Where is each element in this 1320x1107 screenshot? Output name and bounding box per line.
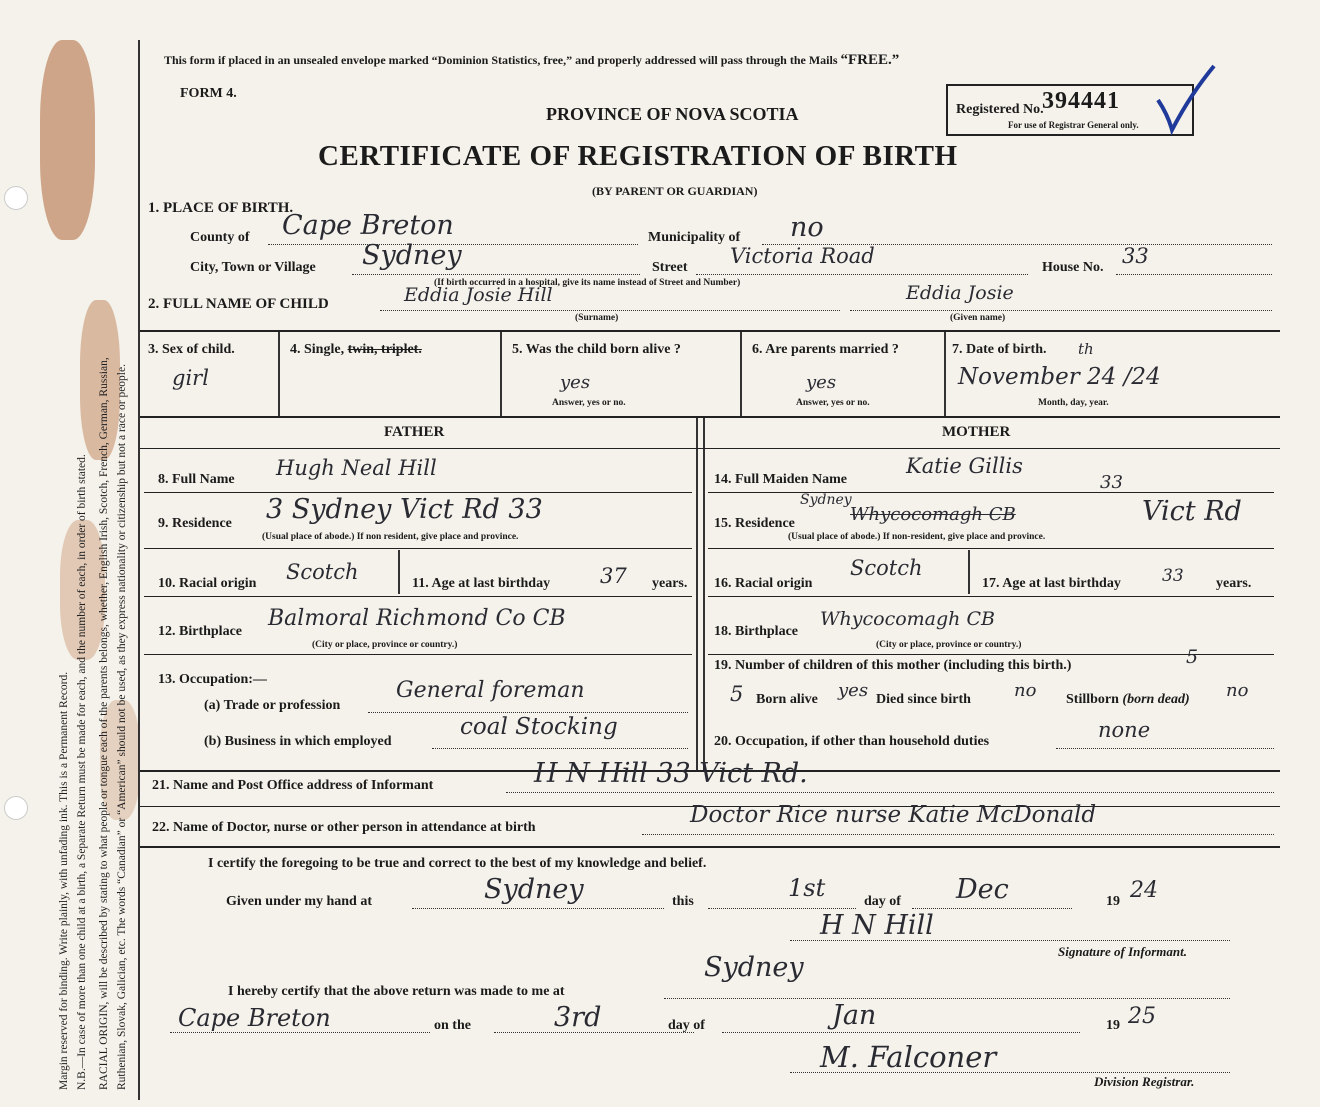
form-number: FORM 4. [180,86,237,101]
mother-occupation-line [1056,748,1274,749]
row3-divider [740,332,742,416]
certify-day: 1st [788,874,826,902]
mother-heading: MOTHER [942,424,1011,440]
children-label: 19. Number of children of this mother (including this birth.) [714,658,1072,673]
father-age-label: 11. Age at last birthday [412,576,551,591]
row3-divider [500,332,502,416]
registrar-place: Sydney [704,952,804,983]
father-heading: FATHER [384,424,445,440]
died-label: Died since birth [876,692,971,707]
mother-name: Katie Gillis [906,454,1023,478]
born-alive-caption: Answer, yes or no. [552,398,626,408]
father-name: Hugh Neal Hill [276,456,437,480]
county-label: County of [190,230,250,245]
row3-divider [944,332,946,416]
month-line [912,908,1072,909]
father-birthplace: Balmoral Richmond Co CB [268,606,566,631]
mother-residence-above: Sydney [800,492,852,508]
children-margin-value: 5 [730,682,744,706]
municipality-label: Municipality of [648,230,741,245]
father-business: coal Stocking [460,714,618,740]
mother-name-rule [708,492,1274,493]
doctor-label: 22. Name of Doctor, nurse or other person in attendance at birth [152,820,536,835]
place-of-birth-label: 1. PLACE OF BIRTH. [148,200,294,216]
registrar-year-prefix: 19 [1106,1018,1120,1033]
on-the-label: on the [434,1018,471,1033]
given-place-line [412,908,664,909]
surname-line [380,310,840,311]
certificate-subtitle: (BY PARENT OR GUARDIAN) [592,184,758,198]
header-rule [140,448,1280,449]
dob-value: November 24 /24 [958,364,1161,390]
day-line [708,908,856,909]
father-residence-label: 9. Residence [158,516,232,531]
stain [40,40,95,240]
margin-note-2: N.B.—In case of more than one child at a birth, a Separate Return must be made for each, and the number of each, in order of birth stated. [76,454,88,1090]
dob-label: 7. Date of birth. [952,342,1047,357]
informant-value: H N Hill 33 Vict Rd. [534,758,808,789]
trade-line [368,712,688,713]
registered-number: 394441 [1042,88,1120,114]
father-birthplace-caption: (City or place, province or country.) [312,640,458,650]
mother-age: 33 [1162,566,1184,586]
mother-age-label: 17. Age at last birthday [982,576,1121,591]
stillborn-label: Stillborn (born dead) [1066,692,1190,707]
child-given-name: Eddia Josie [906,282,1014,304]
parents-married-label: 6. Are parents married ? [752,342,899,357]
margin-note-3: RACIAL ORIGIN, will be described by stating to what people or tongue each of the parents belongs, whether, English Irish, Scotch, French, German, Russian, [98,357,110,1090]
dob-caption: Month, day, year. [1038,398,1109,408]
mother-age-divider [968,550,970,594]
father-mother-divider [696,418,698,770]
father-trade: General foreman [396,678,585,703]
father-race: Scotch [286,560,359,584]
born-alive-label: 5. Was the child born alive ? [512,342,681,357]
registrar-day: 3rd [554,1002,602,1033]
stillborn-value: no [1226,680,1249,701]
year-prefix: 19 [1106,894,1120,909]
sex-value: girl [172,366,209,390]
mother-residence: Vict Rd [1142,496,1242,527]
born-alive-count: yes [838,680,869,701]
given-caption: (Given name) [950,313,1006,323]
died-value: no [1014,680,1037,701]
mother-birthplace-caption: (City or place, province or country.) [876,640,1022,650]
certify-month: Dec [956,874,1009,905]
house-line [1116,274,1272,275]
dob-superscript: th [1078,340,1094,358]
given-line [850,310,1272,311]
father-trade-label: (a) Trade or profession [204,698,341,713]
father-residence-caption: (Usual place of abode.) If non resident, give place and province. [262,532,519,542]
registrar-note: For use of Registrar General only. [1008,120,1139,130]
single-label: 4. Single, twin, triplet. [290,342,422,357]
given-under-label: Given under my hand at [226,894,372,909]
registrar-county-line [170,1032,430,1033]
children-value: 5 [1186,646,1199,668]
section-rule [140,846,1280,848]
mother-birthplace-label: 18. Birthplace [714,624,798,639]
hospital-note: (If birth occurred in a hospital, give its name instead of Street and Number) [434,278,741,288]
registrar-place-line [664,998,1230,999]
mother-age-unit: years. [1216,576,1252,591]
mother-occupation: none [1098,718,1151,742]
registrar-caption: Division Registrar. [1094,1074,1195,1089]
this-label: this [672,894,694,909]
mother-residence-struck: Whycocomagh CB [850,504,1016,525]
certificate-title: CERTIFICATE OF REGISTRATION OF BIRTH [318,140,958,172]
margin-note-1: Margin reserved for binding. Write plainly, with unfading ink. This is a Permanent Record. [58,671,70,1090]
row3-bottom-rule [140,416,1280,418]
registrar-month: Jan [832,1000,877,1031]
registrar-year: 25 [1128,1004,1156,1029]
margin-border [138,40,140,1100]
registrar-day-of: day of [668,1018,705,1033]
registrar-signature-line [790,1072,1230,1073]
row3-top-rule [140,330,1280,332]
business-line [432,748,688,749]
doctor-value: Doctor Rice nurse Katie McDonald [690,802,1097,828]
mother-residence-caption: (Usual place of abode.) If non-resident, give place and province. [788,532,1046,542]
signature-line [790,940,1230,941]
margin-note-4: Ruthenian, Slovak, Galician, etc. The words “Canadian” or “American” should not be used, as they express nationality or citizenship but not a race or people. [116,364,128,1090]
row3-divider [278,332,280,416]
municipality-value: no [790,212,824,243]
given-place: Sydney [484,874,584,905]
informant-signature: H N Hill [820,910,934,941]
mother-residence-number: 33 [1100,472,1123,493]
city-value: Sydney [362,240,462,271]
mother-race-rule [708,596,1274,597]
city-line [352,274,640,275]
father-age-divider [398,550,400,594]
father-age-unit: years. [652,576,688,591]
street-label: Street [652,260,688,275]
binder-hole [4,186,28,210]
city-label: City, Town or Village [190,260,316,275]
parents-married-caption: Answer, yes or no. [796,398,870,408]
father-business-label: (b) Business in which employed [204,734,392,749]
father-residence-rule [144,548,692,549]
doctor-line [642,834,1274,835]
father-age: 37 [600,564,627,588]
street-line [696,274,1028,275]
registered-label: Registered No. [956,102,1044,117]
child-name-label: 2. FULL NAME OF CHILD [148,296,329,312]
house-label: House No. [1042,260,1104,275]
check-mark-icon [1150,60,1220,140]
mother-birthplace: Whycocomagh CB [820,608,995,630]
house-value: 33 [1122,244,1149,268]
certify-text: I certify the foregoing to be true and correct to the best of my knowledge and belief. [208,856,707,871]
father-mother-divider [703,418,705,770]
signature-caption: Signature of Informant. [1058,944,1187,959]
father-race-label: 10. Racial origin [158,576,257,591]
father-race-rule [144,596,692,597]
born-alive-count-label: Born alive [756,692,818,707]
born-alive-value: yes [560,372,591,393]
father-name-rule [144,492,692,493]
father-residence: 3 Sydney Vict Rd 33 [266,494,543,525]
father-occupation-label: 13. Occupation:— [158,672,267,687]
certify-year: 24 [1130,878,1158,903]
registrar-county: Cape Breton [178,1004,331,1032]
mother-residence-label: 15. Residence [714,516,795,531]
street-value: Victoria Road [730,244,875,268]
child-surname: Eddia Josie Hill [404,284,553,306]
father-birthplace-label: 12. Birthplace [158,624,242,639]
province-heading: PROVINCE OF NOVA SCOTIA [546,104,799,124]
informant-label: 21. Name and Post Office address of Informant [152,778,434,793]
mother-race: Scotch [850,556,923,580]
sex-label: 3. Sex of child. [148,342,235,357]
day-of-label: day of [864,894,901,909]
binder-hole [4,796,28,820]
mother-occupation-label: 20. Occupation, if other than household duties [714,734,990,749]
father-name-label: 8. Full Name [158,472,235,487]
registrar-signature: M. Falconer [820,1040,997,1074]
surname-caption: (Surname) [575,313,619,323]
registrar-month-line [722,1032,1080,1033]
father-birthplace-rule [144,654,692,655]
mother-race-label: 16. Racial origin [714,576,813,591]
parents-married-value: yes [806,372,837,393]
mail-notice: This form if placed in an unsealed envelope marked “Dominion Statistics, free,” and properly addressed will pass through the Mails “FREE.” [164,52,900,68]
mother-residence-rule [708,548,1274,549]
mother-name-label: 14. Full Maiden Name [714,472,847,487]
registrar-text: I hereby certify that the above return was made to me at [228,984,565,999]
informant-line [506,792,1274,793]
county-value: Cape Breton [282,210,454,241]
